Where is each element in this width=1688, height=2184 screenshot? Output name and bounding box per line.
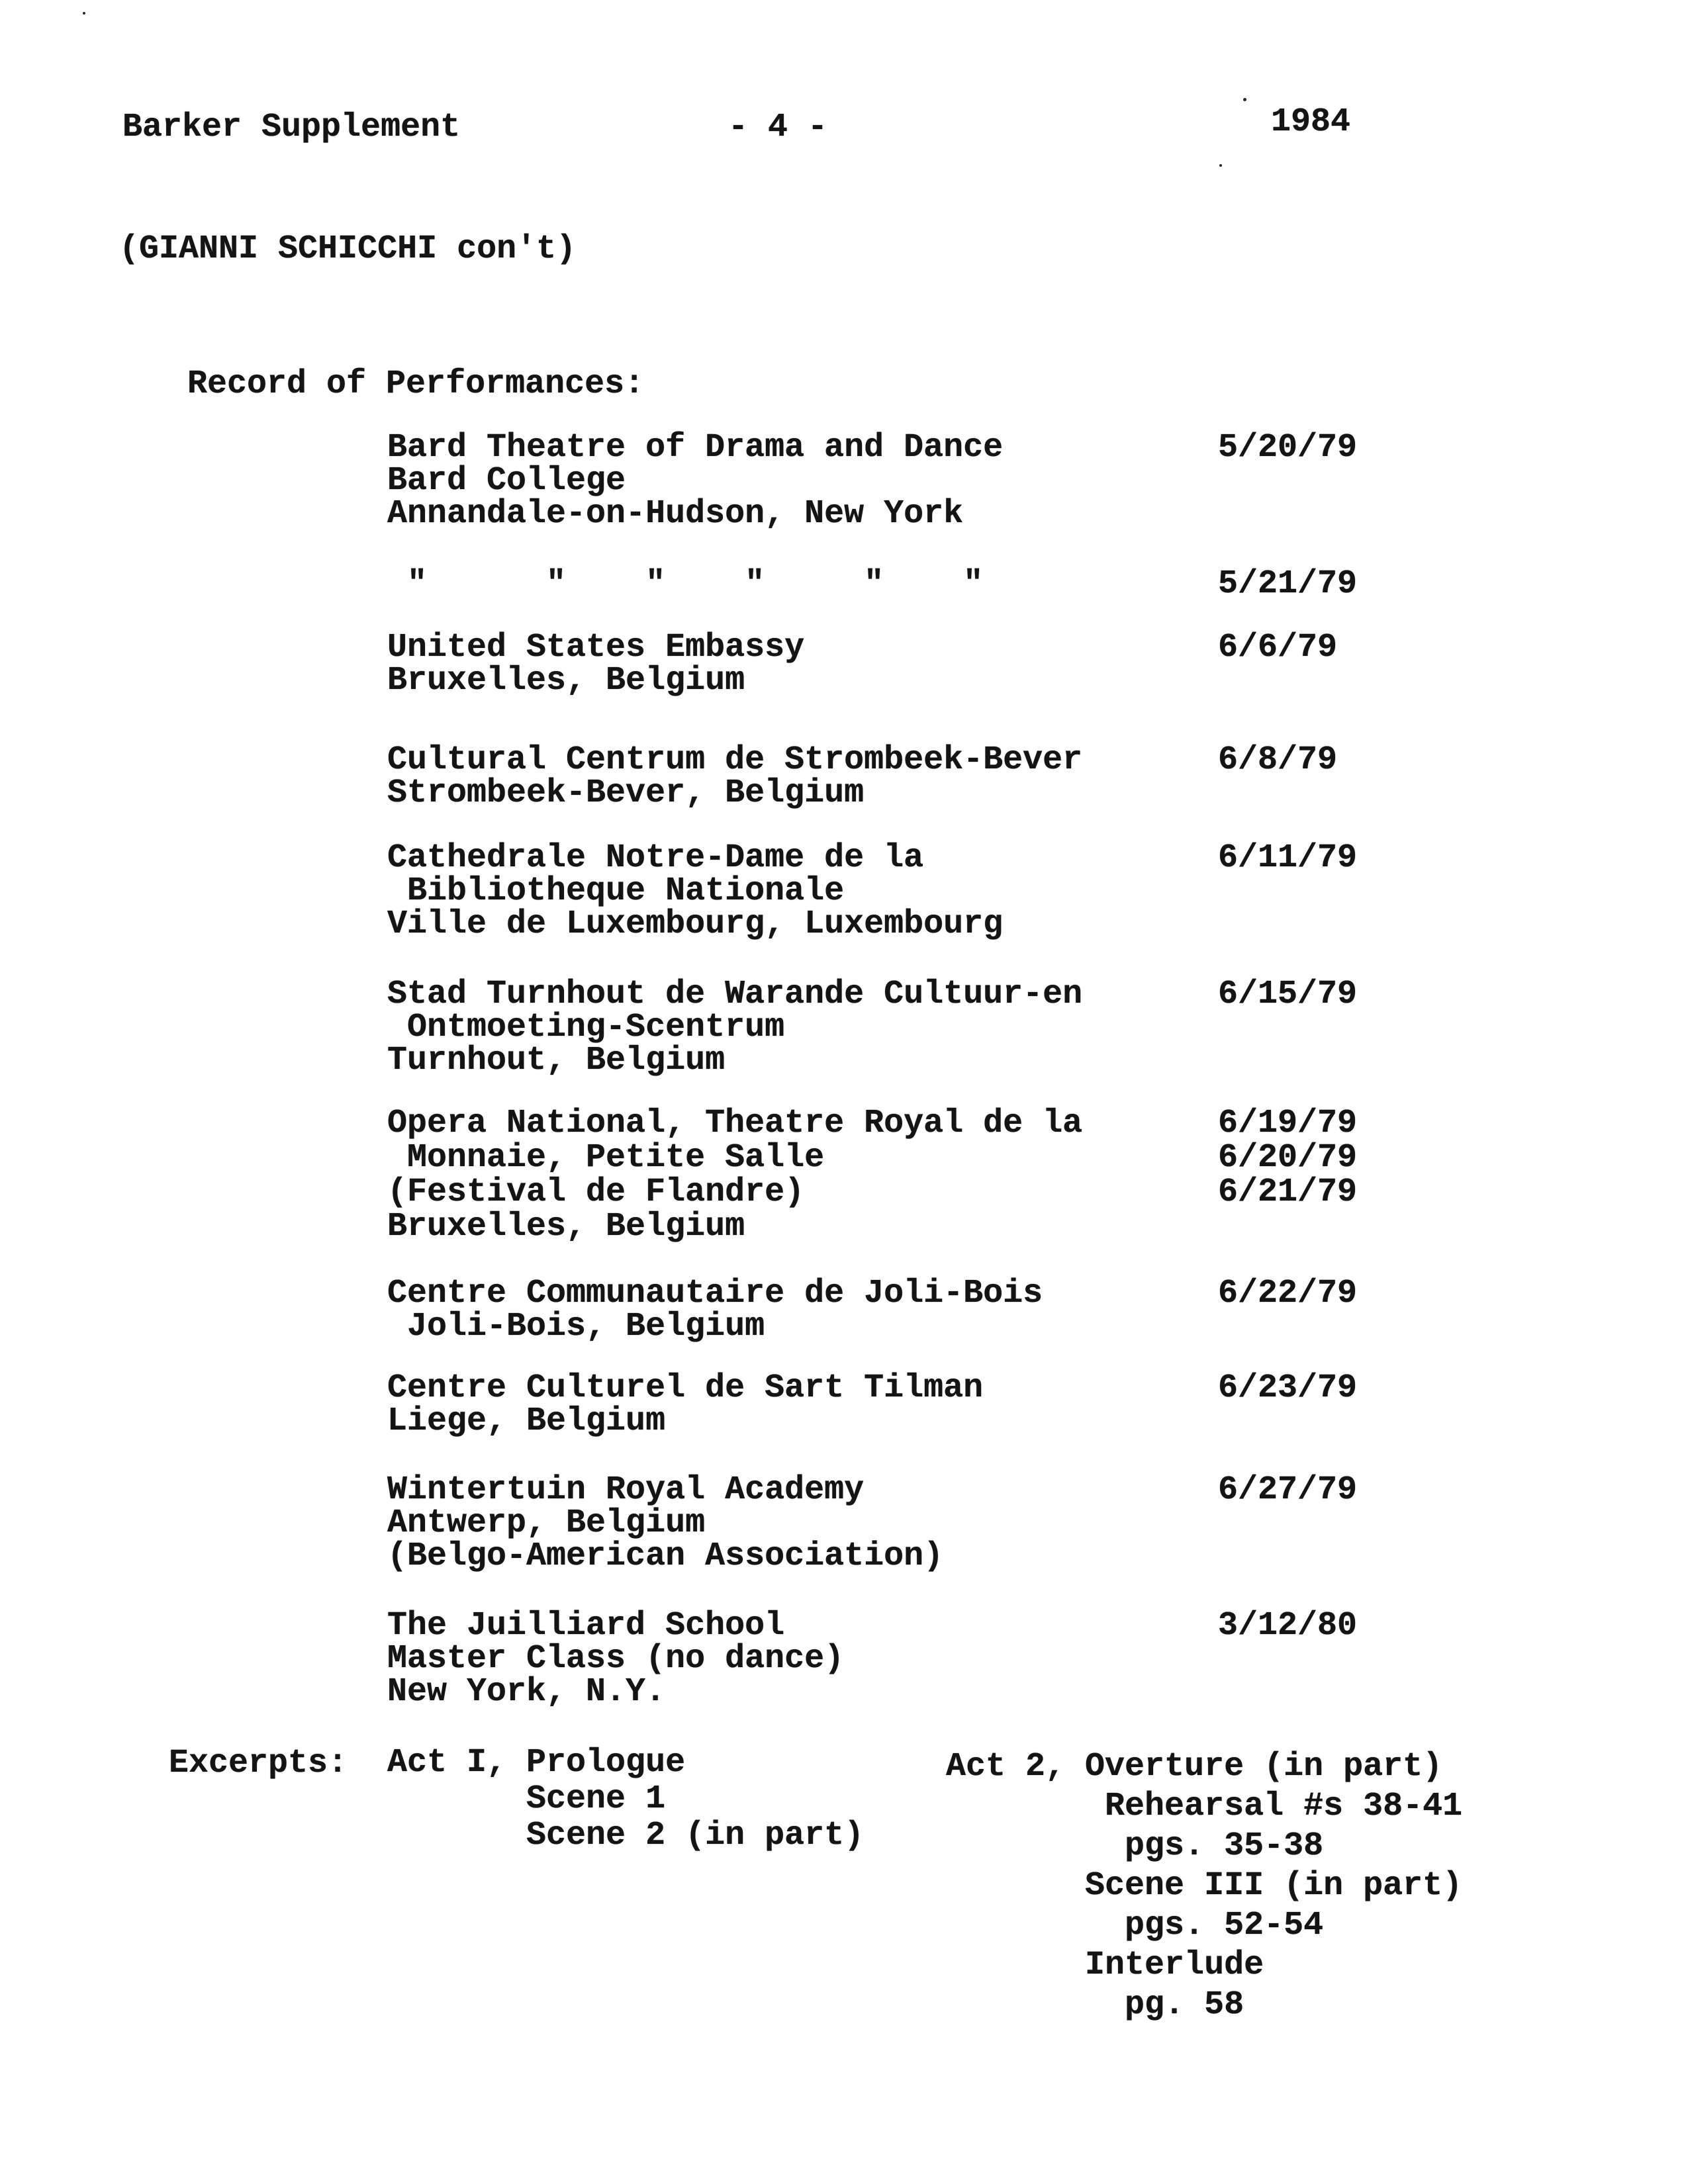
venue-line: Liege, Belgium [387,1402,666,1440]
performance-dates [1218,1369,1358,1407]
performance-venue [387,978,1082,1077]
performance-dates [1218,978,1357,1011]
performance-venue [387,565,984,603]
venue-line: Antwerp, Belgium [387,1504,706,1542]
scan-speck [1219,164,1222,167]
performance-dates [1218,565,1358,603]
header-title: Barker Supplement [122,109,461,146]
excerpt-line: pg. 58 [946,1986,1244,2024]
excerpt-line: pgs. 52-54 [946,1907,1324,1944]
excerpt-line: pgs. 35-38 [946,1827,1324,1865]
performance-dates [1218,741,1338,779]
performance-venue [387,1369,984,1440]
performance-date: 5/21/79 [1218,565,1358,603]
performance-date: 6/15/79 [1218,976,1358,1013]
scan-speck [1243,98,1246,101]
venue-line: Annandale-on-Hudson, New York [387,495,964,533]
excerpts-act2-column [946,1747,1462,2025]
excerpt-line: Act I, Prologue [387,1744,686,1782]
venue-line: Bruxelles, Belgium [387,1208,745,1246]
performance-venue [387,1607,845,1711]
performance-venue [387,1277,1043,1343]
performance-date: 6/6/79 [1218,629,1338,666]
venue-line: Ontmoeting-Scentrum [387,1009,785,1046]
performance-venue [387,1107,1082,1244]
performance-date: 3/12/80 [1218,1607,1358,1645]
continuation-note: (GIANNI SCHICCHI con't) [119,230,577,268]
venue-line: Centre Communautaire de Joli-Bois [387,1275,1043,1312]
performance-venue [387,839,1004,943]
performance-venue [387,1471,944,1575]
performance-dates [1218,1277,1357,1310]
header-page-number: - 4 - [728,109,828,146]
venue-line: Centre Culturel de Sart Tilman [387,1369,984,1407]
performance-dates [1218,1607,1358,1645]
venue-line: (Belgo-American Association) [387,1537,944,1575]
venue-line: Bruxelles, Belgium [387,662,745,700]
venue-line: Monnaie, Petite Salle [387,1139,825,1177]
venue-line: Cathedrale Notre-Dame de la [387,839,924,877]
venue-line: Wintertuin Royal Academy [387,1471,865,1509]
excerpt-line: Act 2, Overture (in part) [946,1748,1443,1786]
venue-line: New York, N.Y. [387,1673,666,1711]
performance-date: 6/27/79 [1218,1471,1358,1509]
scan-speck [83,12,85,15]
performance-date: 6/19/79 [1218,1105,1358,1142]
performance-dates [1218,631,1337,664]
venue-line: Bard Theatre of Drama and Dance [387,429,1004,467]
section-heading: Record of Performances: [187,365,645,403]
performance-venue [387,631,804,698]
venue-line: Turnhout, Belgium [387,1042,726,1079]
performance-dates [1218,1107,1357,1210]
performance-date: 6/11/79 [1218,839,1358,877]
venue-line: Joli-Bois, Belgium [387,1308,765,1345]
excerpt-line: Scene 1 [387,1780,666,1818]
performance-date: 5/20/79 [1218,429,1358,467]
venue-line: Cultural Centrum de Strombeek-Bever [387,741,1083,779]
venue-line: Ville de Luxembourg, Luxembourg [387,905,1004,943]
venue-line: Bard College [387,462,626,500]
venue-line: Bibliotheque Nationale [387,872,845,910]
excerpt-line: Scene 2 (in part) [387,1817,865,1854]
performance-date: 6/23/79 [1218,1369,1358,1407]
excerpt-line: Scene III (in part) [946,1867,1463,1905]
excerpts-act1-column [387,1745,864,1854]
performance-dates [1218,429,1358,467]
venue-line: (Festival de Flandre) [387,1173,805,1211]
performance-venue [387,741,1083,812]
performance-date: 6/22/79 [1218,1275,1358,1312]
excerpt-line: Interlude [946,1946,1264,1984]
performance-date: 6/20/79 [1218,1139,1358,1177]
venue-line: Opera National, Theatre Royal de la [387,1105,1083,1142]
performance-dates [1218,839,1358,877]
header-year: 1984 [1271,103,1351,141]
performance-dates [1218,1471,1358,1509]
performance-date: 6/8/79 [1218,741,1338,779]
excerpt-line: Rehearsal #s 38-41 [946,1788,1463,1825]
performance-venue [387,429,1004,533]
ditto-marks: " " " " " " [387,565,984,603]
venue-line: The Juilliard School [387,1607,785,1645]
venue-line: Stad Turnhout de Warande Cultuur-en [387,976,1083,1013]
venue-line: United States Embassy [387,629,805,666]
performance-date: 6/21/79 [1218,1173,1358,1211]
venue-line: Strombeek-Bever, Belgium [387,774,865,812]
excerpts-label: Excerpts: [169,1745,348,1782]
venue-line: Master Class (no dance) [387,1640,845,1678]
